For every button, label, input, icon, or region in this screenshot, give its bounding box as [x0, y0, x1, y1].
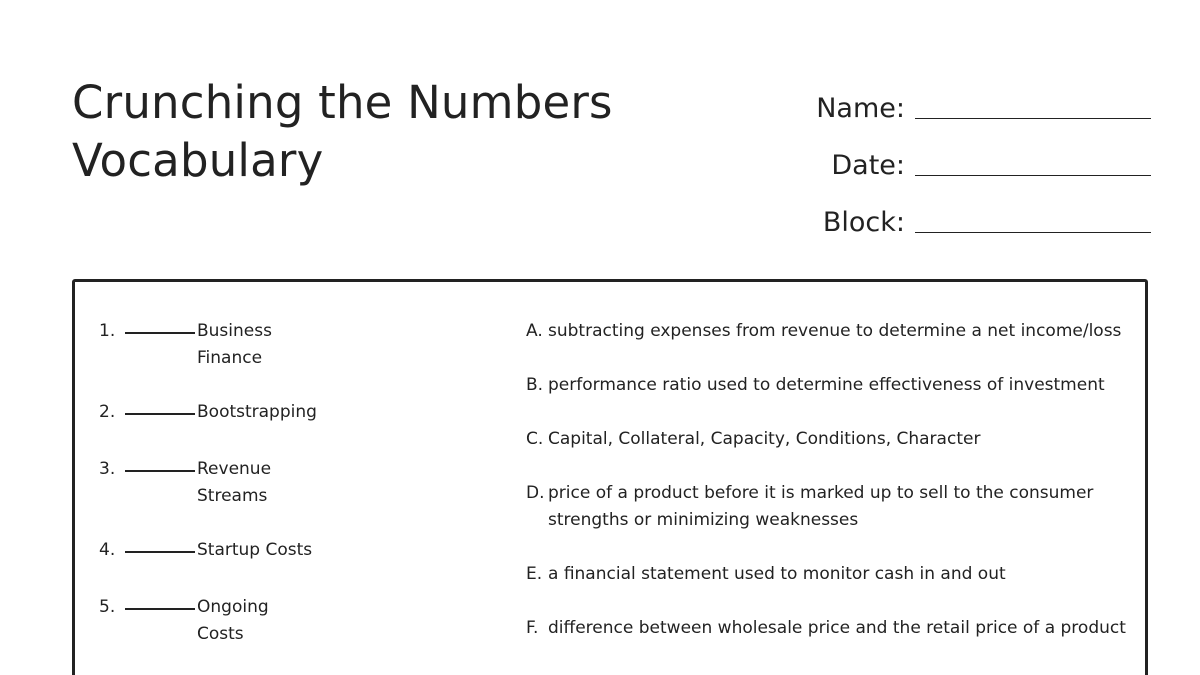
- name-blank-line[interactable]: [915, 118, 1151, 119]
- block-label: Block:: [822, 207, 905, 238]
- definition-item: [526, 372, 1136, 399]
- term-item: [99, 318, 459, 399]
- definition-text: difference between wholesale price and the retail price of a product: [548, 618, 1126, 638]
- date-blank-line[interactable]: [915, 175, 1151, 176]
- term-item: [99, 594, 459, 675]
- answer-blank[interactable]: [125, 399, 195, 415]
- name-field-row: [751, 74, 1151, 131]
- term-text: Revenue Streams: [197, 459, 272, 506]
- date-label: Date:: [831, 150, 905, 181]
- definition-text: a financial statement used to monitor cash in and out: [548, 564, 1006, 584]
- matching-box: [72, 279, 1148, 675]
- term-item: [99, 537, 459, 594]
- date-field-row: [751, 131, 1151, 188]
- term-number: 2.: [99, 402, 116, 422]
- definition-text: subtracting expenses from revenue to determine a net income/loss: [548, 321, 1122, 341]
- definition-item: [526, 615, 1136, 642]
- definition-letter: E.: [526, 564, 543, 584]
- term-item: [99, 456, 459, 537]
- definition-item: [526, 318, 1136, 345]
- definition-item: [526, 426, 1136, 453]
- term-text: Startup Costs: [197, 540, 313, 560]
- student-info-fields: [751, 74, 1151, 245]
- answer-blank[interactable]: [125, 318, 195, 334]
- definition-item: [526, 480, 1136, 534]
- term-text: Ongoing Costs: [197, 597, 269, 644]
- name-label: Name:: [816, 93, 905, 124]
- terms-column: [99, 318, 459, 675]
- definitions-column: [526, 318, 1136, 669]
- title-line-1: Crunching the Numbers: [72, 76, 613, 129]
- term-number: 3.: [99, 459, 116, 479]
- title-line-2: Vocabulary: [72, 134, 324, 187]
- block-field-row: [751, 188, 1151, 245]
- definition-item: [526, 561, 1136, 588]
- term-number: 1.: [99, 321, 116, 341]
- term-number: 4.: [99, 540, 116, 560]
- answer-blank[interactable]: [125, 537, 195, 553]
- definition-letter: B.: [526, 375, 544, 395]
- term-text: Business Finance: [197, 321, 272, 368]
- term-number: 5.: [99, 597, 116, 617]
- definition-letter: C.: [526, 429, 544, 449]
- definition-text: performance ratio used to determine effectiveness of investment: [548, 375, 1105, 395]
- worksheet-title: [72, 74, 613, 190]
- answer-blank[interactable]: [125, 456, 195, 472]
- term-text: Bootstrapping: [197, 402, 317, 422]
- definition-letter: D.: [526, 483, 545, 503]
- definition-text: price of a product before it is marked up to sell to the consumer strengths or minimizing weaknesses: [548, 483, 1094, 530]
- term-item: [99, 399, 459, 456]
- block-blank-line[interactable]: [915, 232, 1151, 233]
- definition-letter: F.: [526, 618, 539, 638]
- definition-text: Capital, Collateral, Capacity, Conditions, Character: [548, 429, 981, 449]
- definition-letter: A.: [526, 321, 543, 341]
- answer-blank[interactable]: [125, 594, 195, 610]
